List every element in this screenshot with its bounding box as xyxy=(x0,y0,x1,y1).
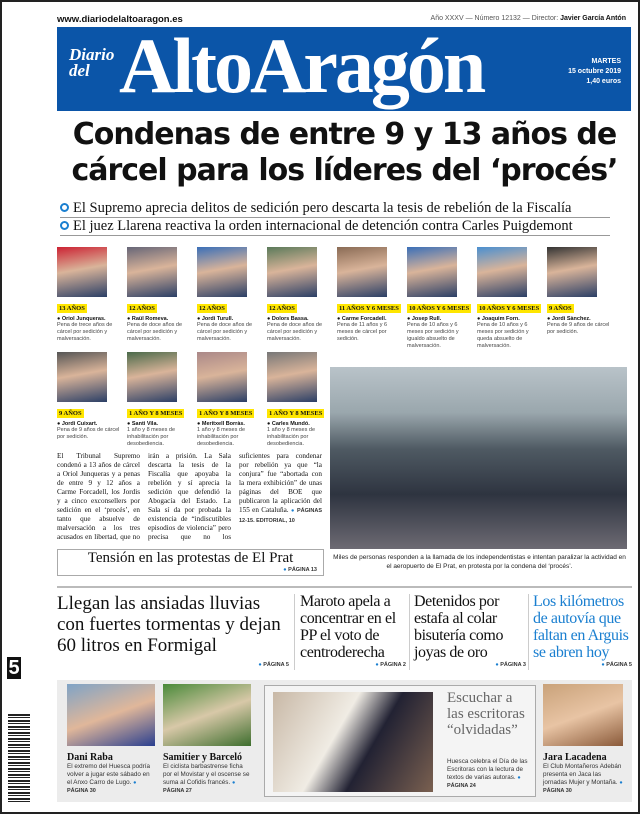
lead-headline: Condenas de entre 9 y 13 años de cárcel para los líderes del ‘procés’ xyxy=(71,117,618,188)
person-photo xyxy=(477,247,527,297)
person-photo xyxy=(127,352,177,402)
person-card xyxy=(267,247,333,343)
bullet-icon xyxy=(60,203,69,212)
person-card xyxy=(197,247,263,343)
sentence-label: 10 AÑOS Y 6 MESES xyxy=(479,305,540,312)
page-ref[interactable]: ● PÁGINAS 12-15. EDITORIAL, 10 xyxy=(239,508,322,524)
logo-prefix: Diario del xyxy=(69,45,115,80)
lead-subhead: El juez Llarena reactiva la orden internacional de detención contra Carles Puigdemont xyxy=(60,218,610,236)
person-photo xyxy=(407,247,457,297)
sentence-label: 12 AÑOS xyxy=(129,305,155,312)
divider xyxy=(57,586,632,588)
sentence-description: Pena de doce años de cárcel por sedición y malversación. xyxy=(127,322,183,342)
divider xyxy=(409,594,410,670)
teaser-photo xyxy=(273,692,433,792)
divider xyxy=(528,594,529,670)
sentence-label: 12 AÑOS xyxy=(269,305,295,312)
person-photo xyxy=(267,247,317,297)
person-photo xyxy=(57,247,107,297)
person-card xyxy=(57,352,123,441)
person-name: ● Meritxell Borràs. xyxy=(197,421,245,427)
teaser-photo xyxy=(543,684,623,746)
person-name: ● Jordi Turull. xyxy=(197,316,234,322)
divider xyxy=(294,594,295,670)
airport-protest-photo xyxy=(330,367,627,549)
person-name: ● Santi Vila. xyxy=(127,421,159,427)
person-photo xyxy=(197,352,247,402)
person-card xyxy=(127,247,193,343)
sentence-description: Pena de doce años de cárcel por sedición y malversación. xyxy=(197,322,253,342)
sentence-label: 1 AÑO Y 8 MESES xyxy=(199,410,253,417)
sentence-label: 1 AÑO Y 8 MESES xyxy=(129,410,183,417)
person-photo xyxy=(337,247,387,297)
sentence-description: Pena de trece años de cárcel por sedición y malversación. xyxy=(57,322,113,342)
sentence-description: 1 año y 8 meses de inhabilitación por desobediencia. xyxy=(127,427,176,447)
person-photo xyxy=(547,247,597,297)
barcode xyxy=(8,714,30,802)
issue-date: MARTES 15 octubre 2019 1,40 euros xyxy=(568,58,621,85)
person-card xyxy=(477,247,543,350)
person-card xyxy=(267,352,333,448)
lead-body: El Tribunal Supremo condenó a 13 años de cárcel a Oriol Junqueras y a penas de entre 9 y 12 años a Carme Forcadell, los Jordis y a cinco exconsellers por sedición en el ‘procés’, en tanto que absuelve de malversación a los tres acusados en libertad, que no irán a prisión. La Sala descarta la tesis de la Fiscalía que apoyaba la rebelión y sí aprecia la sedición que defendió la Abogacía del Estado. La Sala sí da por probada la existencia de “indiscutibles episodios de violencia” pero precisa que no los suficientes para condenar por rebelión ya que “la conjura” fue “abortada con la mera exhibición” de unas páginas del BOE que publicaron la aplicación del 155 en Cataluña. ● PÁGINAS 12-15. EDITORIAL, 10 xyxy=(57,452,322,542)
sentence-description: 1 año y 8 meses de inhabilitación por desobediencia. xyxy=(197,427,246,447)
story-maroto: Maroto apela a concentrar en el PP el voto de centroderecha ● PÁGINA 2 xyxy=(300,593,406,671)
person-photo xyxy=(57,352,107,402)
person-name: ● Jordi Cuixart. xyxy=(57,421,98,427)
page-ref[interactable]: ● PÁGINA 3 xyxy=(495,661,526,669)
story-rain: Llegan las ansiadas lluvias con fuertes tormentas y dejan 60 litros en Formigal ● PÁGINA 5 xyxy=(57,593,289,671)
page-ref[interactable]: ● PÁGINA 5 xyxy=(258,661,289,669)
page-ref[interactable]: ● PÁGINA 2 xyxy=(375,661,406,669)
sentence-description: Pena de 9 años de cárcel por sedición. xyxy=(57,427,120,440)
person-name: ● Raül Romeva. xyxy=(127,316,169,322)
bullet-icon xyxy=(60,221,69,230)
website-url: www.diariodelaltoaragon.es xyxy=(57,14,183,25)
section-number: 5 xyxy=(8,657,20,679)
person-card xyxy=(197,352,263,448)
person-name: ● Carme Forcadell. xyxy=(337,316,387,322)
teaser-dani-raba[interactable]: Dani Raba El extremo del Huesca podría volver a jugar este sábado en el Anxo Carro de Lugo. ● PÁGINA 30 xyxy=(67,684,155,795)
teaser-photo xyxy=(163,684,251,746)
sentence-description: Pena de 10 años y 6 meses por sedición y queda absuelto de malversación. xyxy=(477,322,529,349)
person-card xyxy=(57,247,123,343)
masthead-banner xyxy=(57,22,631,111)
person-name: ● Josep Rull. xyxy=(407,316,442,322)
page-ref[interactable]: ● PÁGINA 5 xyxy=(601,661,632,669)
person-name: ● Jordi Sànchez. xyxy=(547,316,591,322)
teaser-photo xyxy=(67,684,155,746)
tension-headline-box: Tensión en las protestas de El Prat ● PÁGINA 13 xyxy=(57,549,324,576)
person-card xyxy=(547,247,613,336)
person-name: ● Carles Mundó. xyxy=(267,421,310,427)
sentence-description: Pena de doce años de cárcel por sedición y malversación. xyxy=(267,322,323,342)
sentence-label: 12 AÑOS xyxy=(199,305,225,312)
person-name: ● Oriol Junqueras. xyxy=(57,316,106,322)
person-card xyxy=(337,247,403,343)
sentence-label: 11 AÑOS Y 6 MESES xyxy=(339,305,399,312)
sentence-label: 9 AÑOS xyxy=(59,410,82,417)
sentence-description: Pena de 10 años y 6 meses por sedición y igualdo absuelto de malversación. xyxy=(407,322,459,349)
teaser-cycling[interactable]: Samitier y Barceló El ciclista barbastrense ficha por el Movistar y el oscense se suma al Cofidis francés. ● PÁGINA 27 xyxy=(163,684,251,795)
person-card xyxy=(407,247,473,350)
page-ref[interactable]: ● PÁGINA 13 xyxy=(58,567,323,573)
person-name: ● Dolors Bassa. xyxy=(267,316,309,322)
sentence-label: 9 AÑOS xyxy=(549,305,572,312)
person-name: ● Joaquim Forn. xyxy=(477,316,520,322)
sentence-description: 1 año y 8 meses de inhabilitación por desobediencia. xyxy=(267,427,316,447)
sentence-label: 1 AÑO Y 8 MESES xyxy=(269,410,323,417)
story-autovia: Los kilómetros de autovía que faltan en Arguis se abren hoy ● PÁGINA 5 xyxy=(533,593,632,671)
story-detenidos: Detenidos por estafa al colar bisutería como joyas de oro ● PÁGINA 3 xyxy=(414,593,526,671)
lead-subhead: El Supremo aprecia delitos de sedición pero descarta la tesis de rebelión de la Fiscalía xyxy=(60,200,610,218)
teaser-escritoras[interactable]: Escuchar a las escritoras “olvidadas” Huesca celebra el Día de las Escritoras con la lectura de textos de varias autoras. ● PÁGINA 24 xyxy=(264,685,536,797)
sentence-label: 10 AÑOS Y 6 MESES xyxy=(409,305,470,312)
sentence-label: 13 AÑOS xyxy=(59,305,85,312)
photo-caption: Miles de personas responden a la llamada de los independentistas e intentan paralizar la actividad en el aeropuerto de El Prat, en protesta por la condena del ‘procés’. xyxy=(333,554,626,570)
person-card xyxy=(127,352,193,448)
person-photo xyxy=(127,247,177,297)
issue-meta: Año XXXV — Número 12132 — Director: Javier García Antón xyxy=(430,15,626,22)
newspaper-logo: AltoAragón xyxy=(119,22,484,109)
sentence-description: Pena de 11 años y 6 meses de cárcel por sedición. xyxy=(337,322,388,342)
sentence-description: Pena de 9 años de cárcel por sedición. xyxy=(547,322,610,335)
person-photo xyxy=(267,352,317,402)
person-photo xyxy=(197,247,247,297)
teaser-jara-lacadena[interactable]: Jara Lacadena El Club Montañeros Adebán presenta en Jaca las jornadas Mujer y Montaña. ● PÁGINA 30 xyxy=(543,684,623,795)
